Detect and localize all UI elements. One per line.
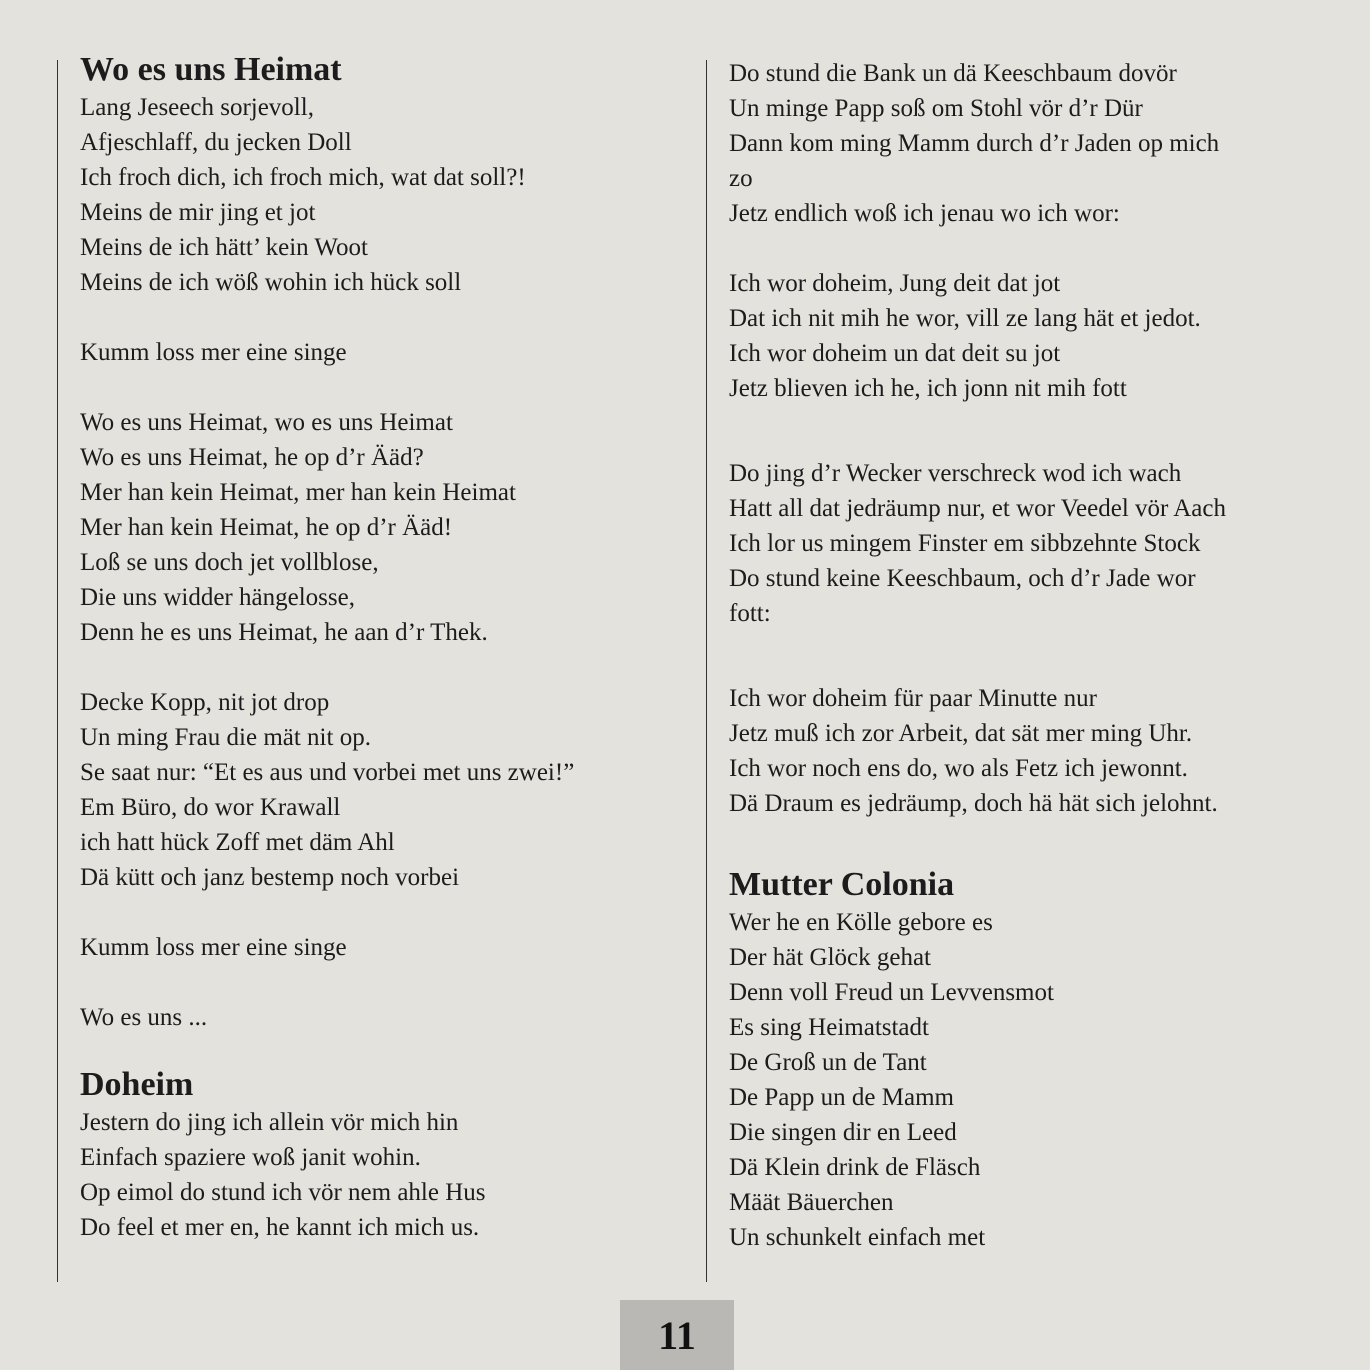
left-column	[80, 50, 680, 1245]
lyric-line: Se saat nur: “Et es aus und vorbei met uns zwei!”	[80, 759, 575, 786]
lyric-line: Jestern do jing ich allein vör mich hin	[80, 1109, 459, 1136]
lyric-line: Ich wor noch ens do, wo als Fetz ich jewonnt.	[729, 755, 1188, 782]
lyric-line: Op eimol do stund ich vör nem ahle Hus	[80, 1179, 486, 1206]
lyric-line: Kumm loss mer eine singe	[80, 934, 347, 961]
lyric-line: Dä Draum es jedräump, doch hä hät sich jelohnt.	[729, 790, 1218, 817]
lyric-line: Denn he es uns Heimat, he aan d’r Thek.	[80, 619, 488, 646]
lyric-line: Dä kütt och janz bestemp noch vorbei	[80, 864, 460, 891]
lyric-line: Ich lor us mingem Finster em sibbzehnte Stock	[729, 530, 1201, 557]
lyric-line: Einfach spaziere woß janit wohin.	[80, 1144, 421, 1171]
lyric-line: Jetz endlich woß ich jenau wo ich wor:	[729, 200, 1120, 227]
lyric-line: Die uns widder hängelosse,	[80, 584, 355, 611]
song-title-doheim: Doheim	[80, 1066, 194, 1103]
lyric-line: Jetz muß ich zor Arbeit, dat sät mer ming Uhr.	[729, 720, 1193, 747]
lyric-line: Es sing Heimatstadt	[729, 1014, 929, 1041]
song-lyrics-doheim	[80, 1105, 680, 1245]
lyric-line: Wo es uns Heimat, he op d’r Ääd?	[80, 444, 424, 471]
song-lyrics-wo-es-uns-heimat	[80, 90, 680, 1035]
lyric-line	[80, 965, 680, 1000]
lyric-line: Meins de ich wöß wohin ich hück soll	[80, 269, 462, 296]
lyric-line: Do feel et mer en, he kannt ich mich us.	[80, 1214, 480, 1241]
lyric-line: Decke Kopp, nit jot drop	[80, 689, 330, 716]
lyric-line: Mer han kein Heimat, mer han kein Heimat	[80, 479, 516, 506]
lyric-line: Meins de ich hätt’ kein Woot	[80, 234, 368, 261]
lyric-line: Ich wor doheim un dat deit su jot	[729, 340, 1061, 367]
lyric-line: Dann kom ming Mamm durch d’r Jaden op mich	[729, 130, 1220, 157]
lyric-line: Dä Klein drink de Fläsch	[729, 1154, 981, 1181]
song-lyrics-mutter-colonia	[729, 905, 1349, 1255]
lyric-line: Wo es uns ...	[80, 1004, 208, 1031]
lyric-line: Die singen dir en Leed	[729, 1119, 957, 1146]
lyric-line: ich hatt hück Zoff met däm Ahl	[80, 829, 395, 856]
lyric-line: Hatt all dat jedräump nur, et wor Veedel vör Aach	[729, 495, 1226, 522]
lyric-line: Ich froch dich, ich froch mich, wat dat soll?!	[80, 164, 526, 191]
lyric-line: Dat ich nit mih he wor, vill ze lang hät et jedot.	[729, 305, 1201, 332]
lyric-line: Em Büro, do wor Krawall	[80, 794, 341, 821]
lyric-line: Denn voll Freud un Levvensmot	[729, 979, 1054, 1006]
lyric-line: Un ming Frau die mät nit op.	[80, 724, 371, 751]
lyric-line: fott:	[729, 600, 771, 627]
lyric-line: De Papp un de Mamm	[729, 1084, 954, 1111]
lyric-line: Ich wor doheim für paar Minutte nur	[729, 685, 1097, 712]
lyric-line: Do stund keine Keeschbaum, och d’r Jade wor	[729, 565, 1196, 592]
lyric-line	[729, 631, 1349, 681]
lyric-line: Lang Jeseech sorjevoll,	[80, 94, 314, 121]
lyric-line: Do jing d’r Wecker verschreck wod ich wach	[729, 460, 1182, 487]
lyric-line: Mer han kein Heimat, he op d’r Ääd!	[80, 514, 453, 541]
lyric-line: Määt Bäuerchen	[729, 1189, 894, 1216]
song-lyrics-doheim-continued	[729, 56, 1349, 821]
center-column-rule	[706, 60, 707, 1282]
lyric-line: Afjeschlaff, du jecken Doll	[80, 129, 352, 156]
lyric-line: Jetz blieven ich he, ich jonn nit mih fott	[729, 375, 1127, 402]
page-number: 11	[658, 1312, 696, 1358]
lyric-line	[729, 231, 1349, 266]
lyric-line	[80, 895, 680, 930]
lyric-line: Wo es uns Heimat, wo es uns Heimat	[80, 409, 453, 436]
lyric-line: Meins de mir jing et jot	[80, 199, 316, 226]
page-number-box	[620, 1300, 734, 1370]
song-title-mutter-colonia: Mutter Colonia	[729, 866, 955, 903]
lyric-line	[80, 300, 680, 335]
lyric-line	[729, 406, 1349, 456]
right-column	[729, 56, 1349, 1255]
lyric-line: zo	[729, 165, 753, 192]
lyric-line: Der hät Glöck gehat	[729, 944, 932, 971]
lyric-line: Kumm loss mer eine singe	[80, 339, 347, 366]
lyric-line: Wer he en Kölle gebore es	[729, 909, 993, 936]
lyric-line: De Groß un de Tant	[729, 1049, 927, 1076]
lyric-line	[80, 650, 680, 685]
lyric-line	[80, 370, 680, 405]
lyric-line: Un minge Papp soß om Stohl vör d’r Dür	[729, 95, 1143, 122]
lyric-line: Un schunkelt einfach met	[729, 1224, 986, 1251]
lyric-line: Do stund die Bank un dä Keeschbaum dovör	[729, 60, 1177, 87]
song-title-wo-es-uns-heimat: Wo es uns Heimat	[80, 51, 342, 88]
left-margin-rule	[57, 60, 58, 1282]
lyric-line: Ich wor doheim, Jung deit dat jot	[729, 270, 1061, 297]
lyric-line: Loß se uns doch jet vollblose,	[80, 549, 379, 576]
